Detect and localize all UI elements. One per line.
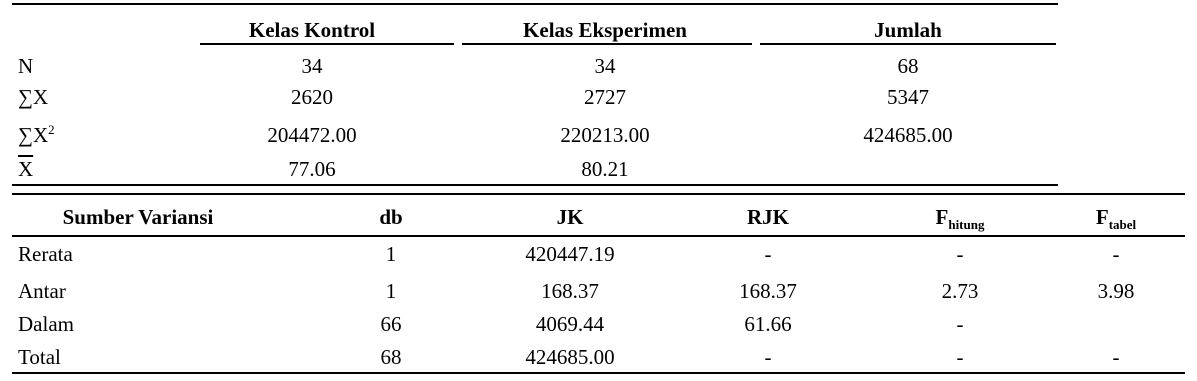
- mean-kontrol: 77.06: [288, 157, 336, 181]
- rerata-f-hitung: -: [956, 242, 964, 266]
- row-label-sum-x-squared: $\sum X^2$: [18, 122, 55, 147]
- total-f-hitung: -: [956, 345, 964, 369]
- n-jumlah: 68: [897, 54, 919, 78]
- rerata-jk: 420447.19: [525, 242, 615, 266]
- row-label-total: Total: [18, 345, 61, 369]
- total-f-tabel: -: [1112, 345, 1120, 369]
- antar-rjk: 168.37: [739, 279, 797, 303]
- dalam-f-hitung: -: [956, 312, 964, 336]
- table1-top-rule: [12, 3, 1058, 5]
- sum-x-eksperimen: 2727: [584, 85, 626, 109]
- antar-jk: 168.37: [541, 279, 599, 303]
- antar-f-hitung: 2.73: [941, 279, 979, 303]
- dalam-db: 66: [380, 312, 402, 336]
- row-label-rerata: Rerata: [18, 242, 73, 266]
- header-f-tabel: $F_{tabel}$: [1095, 205, 1137, 233]
- header-jk: JK: [556, 205, 584, 229]
- rerata-f-tabel: -: [1112, 242, 1120, 266]
- rerata-rjk: -: [764, 242, 772, 266]
- header-underline-kontrol: [200, 43, 454, 45]
- total-rjk: -: [764, 345, 772, 369]
- n-eksperimen: 34: [594, 54, 616, 78]
- header-f-hitung: $F_{hitung}$: [935, 205, 985, 233]
- mean-eksperimen: 80.21: [581, 157, 629, 181]
- header-underline-eksperimen: [462, 43, 752, 45]
- header-kelas-kontrol: Kelas Kontrol: [248, 18, 376, 42]
- header-kelas-eksperimen: Kelas Eksperimen: [523, 18, 687, 42]
- sum-x2-kontrol: 204472.00: [267, 123, 357, 147]
- row-label-dalam: Dalam: [18, 312, 74, 336]
- table2-top-rule: [12, 193, 1185, 195]
- total-jk: 424685.00: [525, 345, 615, 369]
- row-label-sum-x: ∑X: [18, 85, 49, 109]
- row-label-mean: $\overline{X}$: [18, 157, 34, 181]
- row-label-n: N: [18, 54, 34, 78]
- table2-header-rule: [12, 235, 1185, 237]
- antar-db: 1: [385, 279, 397, 303]
- dalam-jk: 4069.44: [535, 312, 605, 336]
- rerata-db: 1: [385, 242, 397, 266]
- header-underline-jumlah: [760, 43, 1056, 45]
- antar-f-tabel: 3.98: [1097, 279, 1135, 303]
- table2-bottom-rule: [12, 372, 1185, 374]
- table1-bottom-rule: [12, 184, 1058, 186]
- header-sumber-variansi: Sumber Variansi: [62, 205, 214, 229]
- total-db: 68: [380, 345, 402, 369]
- header-rjk: RJK: [747, 205, 789, 229]
- row-label-antar: Antar: [18, 279, 66, 303]
- header-jumlah: Jumlah: [874, 18, 942, 42]
- dalam-rjk: 61.66: [744, 312, 792, 336]
- sum-x-jumlah: 5347: [887, 85, 929, 109]
- sum-x2-jumlah: 424685.00: [863, 123, 953, 147]
- sum-x2-eksperimen: 220213.00: [560, 123, 650, 147]
- header-db: db: [379, 205, 403, 229]
- n-kontrol: 34: [301, 54, 323, 78]
- sum-x-kontrol: 2620: [291, 85, 333, 109]
